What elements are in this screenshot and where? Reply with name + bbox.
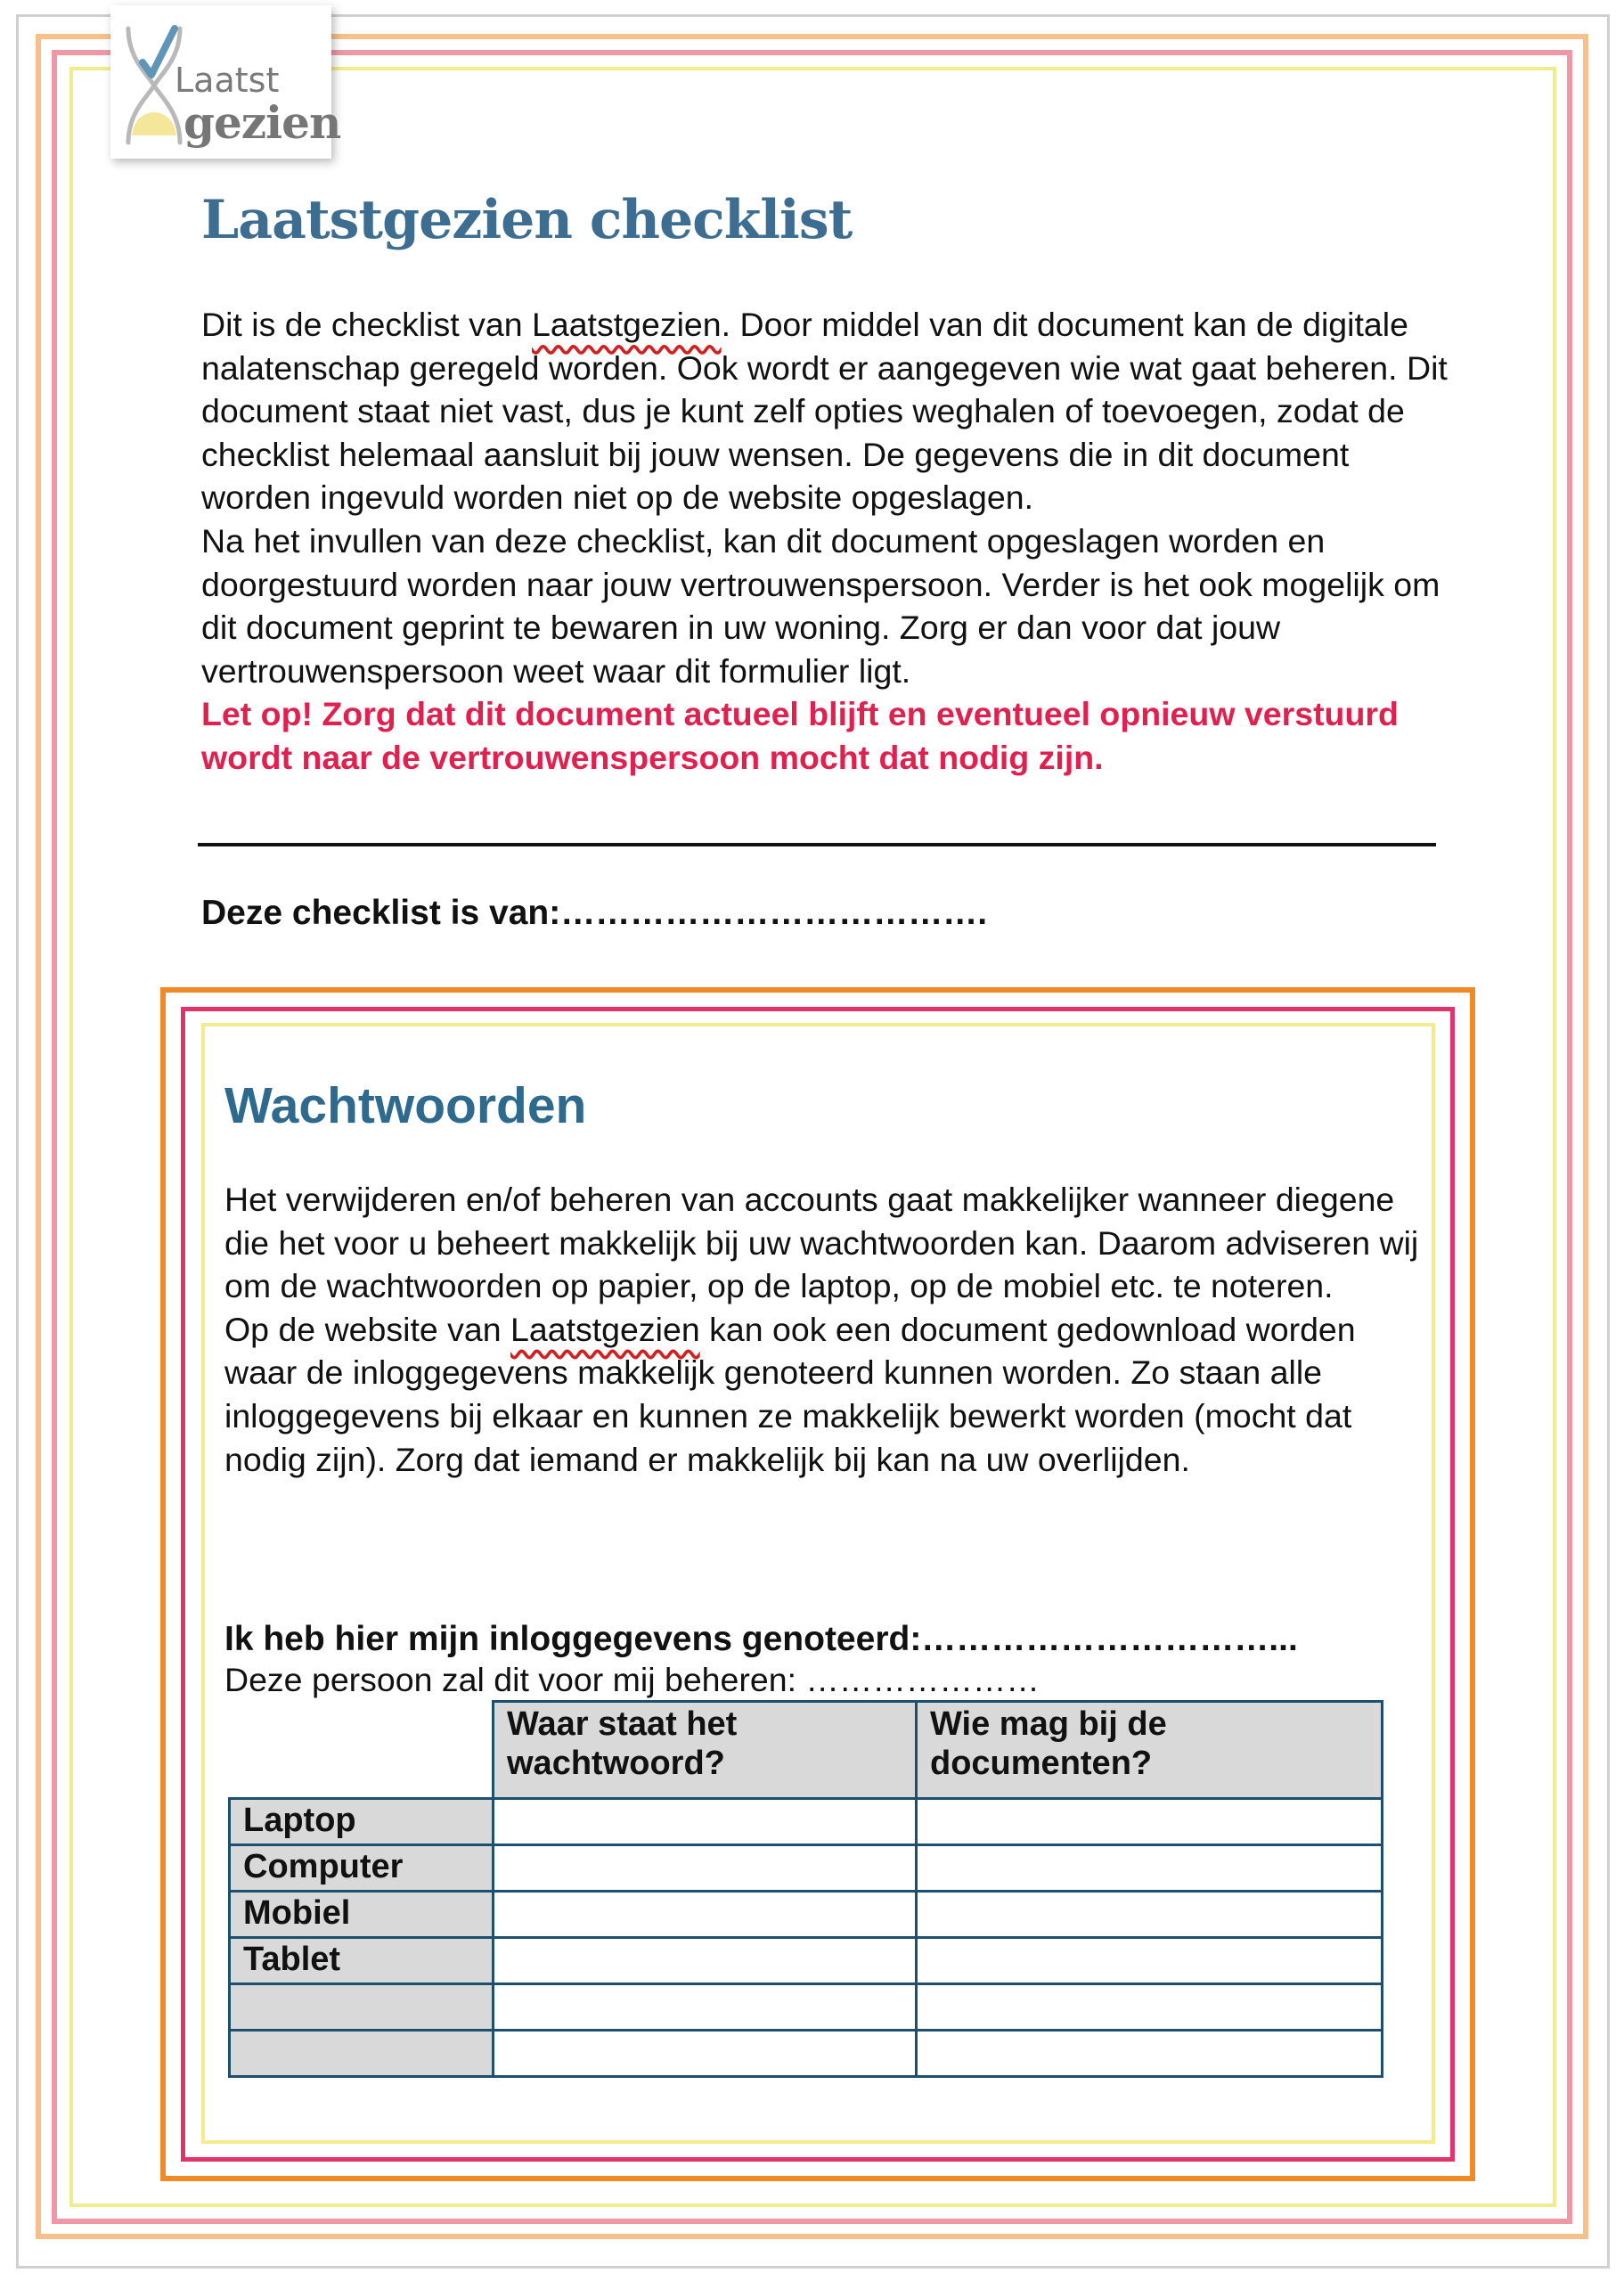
table-row [230,1799,1383,1845]
passwords-text [224,1178,1436,1481]
table-row [230,1984,1383,2031]
intro-text [201,303,1457,780]
column-header-access: Wie mag bij de documenten? [917,1702,1383,1799]
logo-text-gezien: gezien [184,96,341,149]
table-row [230,1892,1383,1938]
manager-line: Deze persoon zal dit voor mij beheren: ………………… [224,1661,1040,1698]
table-cell[interactable] [917,1845,1383,1892]
table-cell[interactable] [494,1938,917,1984]
divider [198,843,1436,846]
table-cell[interactable] [494,1845,917,1892]
table-cell[interactable] [494,2031,917,2077]
table-cell[interactable] [917,1938,1383,1984]
row-label: Laptop [230,1799,494,1845]
row-label: Mobiel [230,1892,494,1938]
table-row [230,1845,1383,1892]
table-cell[interactable] [917,1892,1383,1938]
page-title: Laatstgezien checklist [201,189,853,251]
logo-text-laatst: Laatst [175,61,280,100]
table-cell[interactable] [917,1799,1383,1845]
table-cell[interactable] [494,1984,917,2031]
intro-p1-start: Dit is de checklist van [201,306,532,343]
passwords-p2-start: Op de website van [224,1310,511,1348]
spellcheck-word: Laatstgezien [510,1310,700,1348]
owner-line: Deze checklist is van:………………………………. [201,894,988,932]
row-label: Computer [230,1845,494,1892]
section-heading: Wachtwoorden [224,1077,587,1134]
password-table [228,1700,1383,2078]
table-cell[interactable] [494,1892,917,1938]
passwords-paragraph-1: Het verwijderen en/of beheren van accounts gaat makkelijker wanneer diegene die het voor u beheert makkelijk bij uw wachtwoorden kan. Daarom adviseren wij om de wachtwoorden op papier, op de laptop, op de mobiel etc. te noteren. [224,1181,1419,1305]
intro-p1-rest: . Door middel van dit document kan de digitale nalatenschap geregeld worden. Ook wordt er aangegeven wie wat gaat beheren. Dit document staat niet vast, dus je kunt zelf opties weghalen of toevoegen, zodat de checklist helemaal aansluit bij jouw wensen. De gegevens die in dit document worden ingevuld worden niet op de website opgeslagen. [201,306,1448,517]
intro-paragraph-1 [201,303,1457,519]
table-header-row [230,1702,1383,1799]
credentials-saved-line: Ik heb hier mijn inloggegevens genoteerd:…………………………... [224,1620,1298,1658]
table-row [230,2031,1383,2077]
passwords-p2-rest: kan ook een document gedownload worden waar de inloggegevens makkelijk genoteerd kunnen worden. Zo staan alle inloggegevens bij elkaar en kunnen ze makkelijk bewerkt worden (mocht dat nodig zijn). Zorg dat iemand er makkelijk bij kan na uw overlijden. [224,1310,1356,1478]
row-label[interactable] [230,1984,494,2031]
table-row [230,1938,1383,1984]
warning-text: Let op! Zorg dat dit document actueel blijft en eventueel opnieuw verstuurd wordt naar de vertrouwenspersoon mocht dat nodig zijn. [201,695,1399,776]
table-cell[interactable] [917,2031,1383,2077]
passwords-paragraph-2 [224,1308,1436,1481]
column-header-location: Waar staat het wachtwoord? [494,1702,917,1799]
row-label[interactable] [230,2031,494,2077]
row-label: Tablet [230,1938,494,1984]
intro-paragraph-2: Na het invullen van deze checklist, kan dit document opgeslagen worden en doorgestuurd worden naar jouw vertrouwenspersoon. Verder is het ook mogelijk om dit document geprint te bewaren in uw woning. Zorg er dan voor dat jouw vertrouwenspersoon weet waar dit formulier ligt. [201,521,1440,690]
table-cell[interactable] [917,1984,1383,2031]
spellcheck-word: Laatstgezien [531,306,722,343]
table-corner [230,1702,494,1799]
table-cell[interactable] [494,1799,917,1845]
laatstgezien-logo [110,5,341,159]
